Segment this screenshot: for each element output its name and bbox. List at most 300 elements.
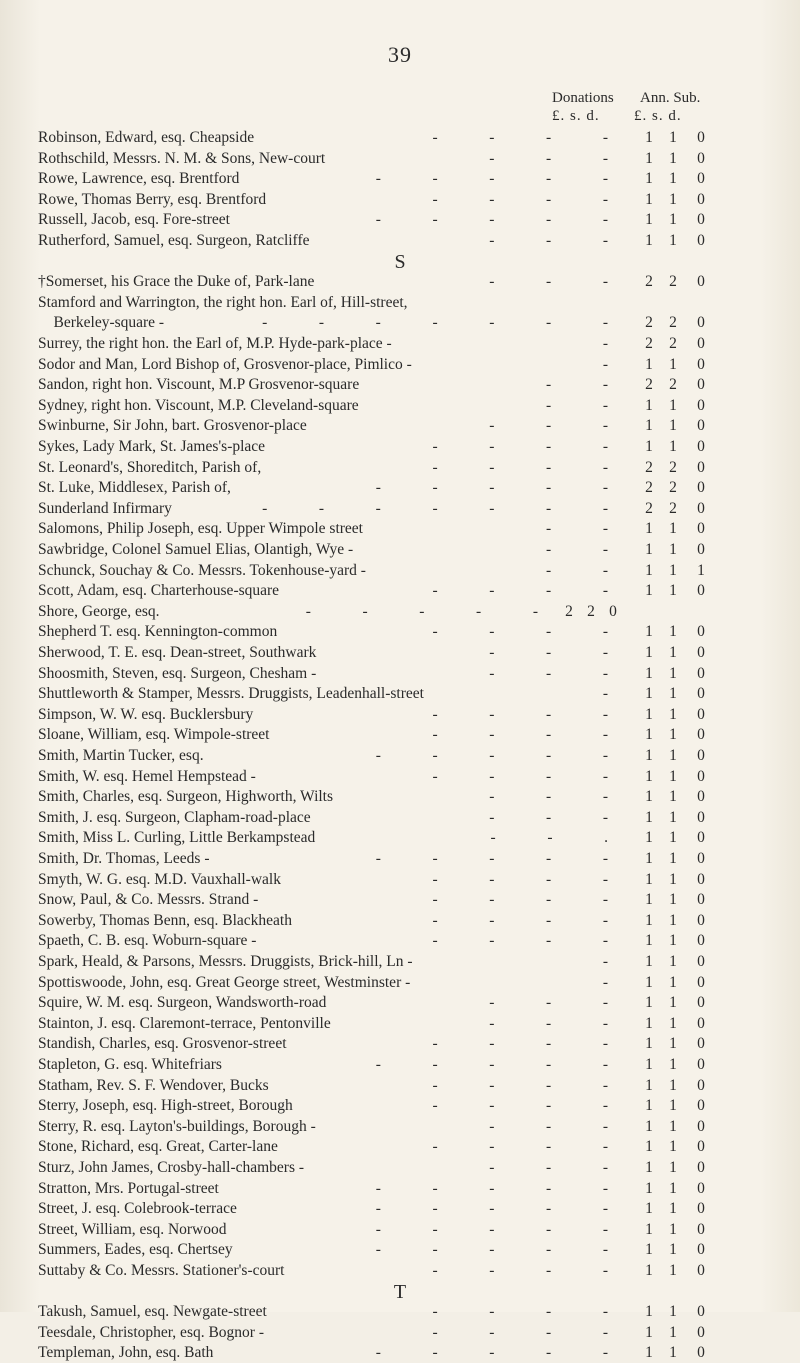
subscriber-name: Robinson, Edward, esq. Cheapside bbox=[38, 129, 255, 146]
annual-subscription-amount: 0 bbox=[697, 582, 705, 600]
leader-dashes: - - - - bbox=[432, 911, 618, 929]
subscriber-name: Smith, Charles, esq. Surgeon, Highworth, Wilts bbox=[38, 788, 334, 806]
annual-subscription-amount: 0 bbox=[697, 479, 705, 497]
annual-subscription-amount: 1 bbox=[645, 1303, 653, 1321]
annual-subscription-amount: 1 bbox=[669, 1097, 677, 1115]
leader-dashes: - - bbox=[546, 561, 618, 579]
donation-amount: 0 bbox=[609, 602, 617, 620]
donations-units: £. s. d. bbox=[552, 108, 600, 124]
list-item bbox=[38, 149, 758, 169]
leader-dashes: - - - - - bbox=[375, 1200, 618, 1218]
annual-subscription-amount: 1 bbox=[669, 788, 677, 806]
annual-subscription-amount: 1 bbox=[645, 1262, 653, 1279]
annual-subscription-amount: 2 bbox=[645, 458, 653, 476]
leader-dashes: - - - - bbox=[432, 190, 618, 208]
leader-dashes: - - - - bbox=[432, 623, 618, 641]
subscriber-name: Smith, Miss L. Curling, Little Berkampstead bbox=[38, 829, 316, 847]
leader-dashes: - - . bbox=[490, 829, 618, 847]
annual-subscription-amount: 2 bbox=[669, 314, 677, 332]
annual-subscription-amount: 2 bbox=[645, 376, 653, 394]
list-item bbox=[38, 313, 758, 333]
annual-subscription-amount: 1 bbox=[645, 1179, 653, 1197]
annual-subscription-amount: 1 bbox=[645, 561, 653, 579]
subscriber-name: Spaeth, C. B. esq. Woburn-square - bbox=[38, 932, 257, 950]
list-item bbox=[38, 849, 758, 869]
annual-subscription-amount: 1 bbox=[645, 1323, 653, 1341]
annual-subscription-amount: 0 bbox=[697, 685, 705, 703]
annual-subscription-amount: 1 bbox=[645, 1220, 653, 1238]
subscriber-name: St. Luke, Middlesex, Parish of, bbox=[38, 479, 231, 497]
annual-subscription-amount: 1 bbox=[645, 1241, 653, 1259]
subscriber-name: Sterry, Joseph, esq. High-street, Borough bbox=[38, 1097, 293, 1115]
annual-subscription-amount: 1 bbox=[645, 911, 653, 929]
leader-dashes: - - - - bbox=[432, 438, 618, 455]
list-item bbox=[38, 437, 758, 457]
annual-subscription-amount: 1 bbox=[645, 1159, 653, 1176]
annual-subscription-amount: 2 bbox=[669, 376, 677, 394]
list-item bbox=[38, 1055, 758, 1075]
ann-sub-header: Ann. Sub. bbox=[640, 90, 701, 106]
subscriber-name: St. Leonard's, Shoreditch, Parish of, bbox=[38, 458, 262, 476]
annual-subscription-amount: 0 bbox=[697, 520, 705, 538]
list-item bbox=[38, 128, 758, 148]
leader-dashes: - bbox=[602, 685, 618, 703]
annual-subscription-amount: 0 bbox=[697, 891, 705, 909]
list-item bbox=[38, 519, 758, 539]
annual-subscription-amount: 1 bbox=[645, 870, 653, 888]
leader-dashes: - - - - bbox=[432, 870, 618, 888]
leader-dashes: - - - bbox=[489, 417, 618, 435]
list-item bbox=[38, 643, 758, 663]
annual-subscription-amount: 0 bbox=[697, 396, 705, 414]
leader-dashes: - - - bbox=[489, 664, 618, 682]
annual-subscription-amount: 1 bbox=[669, 891, 677, 909]
annual-subscription-amount: 0 bbox=[697, 1056, 705, 1073]
annual-subscription-amount: 1 bbox=[645, 1056, 653, 1073]
annual-subscription-amount: 1 bbox=[669, 767, 677, 785]
annual-subscription-amount: 1 bbox=[645, 355, 653, 373]
leader-dashes: - - - - bbox=[432, 1262, 618, 1279]
list-item bbox=[38, 993, 758, 1013]
annual-subscription-amount: 1 bbox=[669, 1241, 677, 1259]
annual-subscription-amount: 1 bbox=[645, 1200, 653, 1218]
annual-subscription-amount: 1 bbox=[645, 705, 653, 723]
annual-subscription-amount: 0 bbox=[697, 1303, 705, 1321]
list-item bbox=[38, 561, 758, 581]
annual-subscription-amount: 1 bbox=[669, 850, 677, 867]
page-number: 39 bbox=[388, 42, 412, 67]
leader-dashes: - - - - - bbox=[305, 602, 548, 620]
annual-subscription-amount: 2 bbox=[645, 499, 653, 517]
annual-subscription-amount: 0 bbox=[697, 273, 705, 291]
section-letter: S bbox=[394, 250, 406, 273]
ann-units: £. s. d. bbox=[634, 108, 682, 124]
annual-subscription-amount: 1 bbox=[669, 582, 677, 600]
leader-dashes: - - - bbox=[489, 994, 618, 1012]
subscriber-name: Summers, Eades, esq. Chertsey bbox=[38, 1241, 233, 1259]
leader-dashes: - bbox=[602, 953, 618, 970]
annual-subscription-amount: 0 bbox=[697, 417, 705, 435]
list-item bbox=[38, 355, 758, 375]
annual-subscription-amount: 1 bbox=[645, 1344, 653, 1362]
subscriber-name: Statham, Rev. S. F. Wendover, Bucks bbox=[38, 1076, 269, 1094]
section-letter: T bbox=[393, 1280, 407, 1303]
list-item bbox=[38, 1014, 758, 1034]
subscriber-name: Takush, Samuel, esq. Newgate-street bbox=[38, 1303, 267, 1321]
annual-subscription-amount: 1 bbox=[645, 396, 653, 414]
list-item bbox=[38, 1137, 758, 1157]
annual-subscription-amount: 0 bbox=[697, 1200, 705, 1218]
annual-subscription-amount: 1 bbox=[669, 808, 677, 826]
leader-dashes: - - - - - bbox=[375, 1241, 618, 1259]
annual-subscription-amount: 1 bbox=[645, 644, 653, 661]
annual-subscription-amount: 1 bbox=[669, 417, 677, 435]
leader-dashes: - bbox=[602, 335, 618, 352]
annual-subscription-amount: 0 bbox=[697, 190, 705, 208]
subscriber-name: Shepherd T. esq. Kennington-common bbox=[38, 623, 278, 641]
annual-subscription-amount: 1 bbox=[645, 520, 653, 538]
subscriber-name: Standish, Charles, esq. Grosvenor-street bbox=[38, 1035, 287, 1053]
annual-subscription-amount: 0 bbox=[697, 1179, 705, 1197]
annual-subscription-amount: 0 bbox=[697, 1117, 705, 1135]
annual-subscription-amount: 0 bbox=[697, 705, 705, 723]
annual-subscription-amount: 1 bbox=[669, 953, 677, 970]
annual-subscription-amount: 0 bbox=[697, 314, 705, 332]
annual-subscription-amount: 2 bbox=[669, 335, 677, 352]
annual-subscription-amount: 1 bbox=[669, 685, 677, 703]
leader-dashes: - - - - bbox=[432, 726, 618, 744]
annual-subscription-amount: 1 bbox=[669, 747, 677, 764]
annual-subscription-amount: 0 bbox=[697, 1159, 705, 1176]
list-item bbox=[38, 931, 758, 951]
list-item bbox=[38, 705, 758, 725]
annual-subscription-amount: 0 bbox=[697, 664, 705, 682]
annual-subscription-amount: 1 bbox=[669, 561, 677, 579]
subscriber-name: Shuttleworth & Stamper, Messrs. Druggists, Leadenhall-street bbox=[38, 685, 424, 703]
subscriber-name: Sturz, John James, Crosby-hall-chambers - bbox=[38, 1159, 305, 1176]
annual-subscription-amount: 1 bbox=[669, 211, 677, 229]
leader-dashes: - - - bbox=[489, 808, 618, 826]
annual-subscription-amount: 0 bbox=[697, 1220, 705, 1238]
leader-dashes: - - bbox=[546, 520, 618, 538]
annual-subscription-amount: 1 bbox=[645, 232, 653, 249]
annual-subscription-amount: 2 bbox=[669, 273, 677, 291]
annual-subscription-amount: 0 bbox=[697, 747, 705, 764]
annual-subscription-amount: 1 bbox=[645, 664, 653, 682]
list-item bbox=[38, 1076, 758, 1096]
annual-subscription-amount: 1 bbox=[669, 644, 677, 661]
annual-subscription-amount: 1 bbox=[669, 664, 677, 682]
annual-subscription-amount: 1 bbox=[669, 973, 677, 991]
subscriber-name: Sandon, right hon. Viscount, M.P Grosvenor-square bbox=[38, 376, 360, 394]
annual-subscription-amount: 1 bbox=[669, 1076, 677, 1094]
annual-subscription-amount: 0 bbox=[697, 541, 705, 558]
list-item bbox=[38, 890, 758, 910]
subscriber-name: Rowe, Lawrence, esq. Brentford bbox=[38, 170, 240, 188]
leader-dashes: - - bbox=[546, 541, 618, 558]
annual-subscription-amount: 1 bbox=[645, 211, 653, 229]
annual-subscription-amount: 1 bbox=[645, 1097, 653, 1115]
annual-subscription-amount: 0 bbox=[697, 953, 705, 970]
annual-subscription-amount: 0 bbox=[697, 1035, 705, 1053]
leader-dashes: - - - - bbox=[432, 129, 618, 146]
annual-subscription-amount: 0 bbox=[697, 911, 705, 929]
annual-subscription-amount: 1 bbox=[645, 129, 653, 146]
annual-subscription-amount: 0 bbox=[697, 458, 705, 476]
annual-subscription-amount: 1 bbox=[645, 973, 653, 991]
leader-dashes: - bbox=[602, 355, 618, 373]
annual-subscription-amount: 2 bbox=[645, 479, 653, 497]
annual-subscription-amount: 1 bbox=[669, 726, 677, 744]
leader-dashes: - - - bbox=[489, 1014, 618, 1032]
annual-subscription-amount: 0 bbox=[697, 355, 705, 373]
annual-subscription-amount: 1 bbox=[669, 1014, 677, 1032]
subscriber-name: Sterry, R. esq. Layton's-buildings, Borough - bbox=[38, 1117, 316, 1135]
leader-dashes: - - - - bbox=[432, 1097, 618, 1115]
subscriber-name: Rowe, Thomas Berry, esq. Brentford bbox=[38, 190, 267, 208]
leader-dashes: - - bbox=[546, 396, 618, 414]
leader-dashes: - - - bbox=[489, 644, 618, 661]
annual-subscription-amount: 1 bbox=[645, 582, 653, 600]
subscriber-name: Salomons, Philip Joseph, esq. Upper Wimpole street bbox=[38, 520, 363, 538]
annual-subscription-amount: 0 bbox=[697, 767, 705, 785]
subscriber-name: Stamford and Warrington, the right hon. Earl of, Hill-street, bbox=[38, 293, 408, 311]
list-item bbox=[38, 1179, 758, 1199]
leader-dashes: - - - bbox=[489, 273, 618, 291]
subscriber-name: Simpson, W. W. esq. Bucklersbury bbox=[38, 705, 254, 723]
annual-subscription-amount: 2 bbox=[669, 479, 677, 497]
list-item bbox=[38, 190, 758, 210]
list-item bbox=[38, 787, 758, 807]
annual-subscription-amount: 1 bbox=[669, 1117, 677, 1135]
list-item bbox=[38, 973, 758, 993]
annual-subscription-amount: 0 bbox=[697, 829, 705, 847]
annual-subscription-amount: 1 bbox=[645, 788, 653, 806]
annual-subscription-amount: 1 bbox=[645, 170, 653, 188]
annual-subscription-amount: 1 bbox=[669, 870, 677, 888]
annual-subscription-amount: 1 bbox=[645, 438, 653, 455]
subscriber-name: Berkeley-square - bbox=[38, 314, 165, 332]
annual-subscription-amount: 0 bbox=[697, 788, 705, 806]
list-item bbox=[38, 540, 758, 560]
annual-subscription-amount: 1 bbox=[645, 1076, 653, 1094]
annual-subscription-amount: 1 bbox=[645, 1117, 653, 1135]
list-item bbox=[38, 334, 758, 354]
list-item bbox=[38, 478, 758, 498]
list-item bbox=[38, 1323, 758, 1343]
annual-subscription-amount: 0 bbox=[697, 1076, 705, 1094]
annual-subscription-amount: 0 bbox=[697, 1138, 705, 1156]
subscriber-name: Swinburne, Sir John, bart. Grosvenor-place bbox=[38, 417, 307, 435]
subscriber-name: Smith, W. esq. Hemel Hempstead - bbox=[38, 767, 256, 785]
annual-subscription-amount: 0 bbox=[697, 211, 705, 229]
donation-amount: 2 bbox=[587, 602, 595, 620]
list-item bbox=[38, 458, 758, 478]
list-item bbox=[38, 1096, 758, 1116]
annual-subscription-amount: 1 bbox=[669, 438, 677, 455]
annual-subscription-amount: 0 bbox=[697, 499, 705, 517]
list-item bbox=[38, 1034, 758, 1054]
leader-dashes: - - - - - bbox=[375, 1220, 618, 1238]
annual-subscription-amount: 1 bbox=[669, 170, 677, 188]
subscriber-name: Shoosmith, Steven, esq. Surgeon, Chesham - bbox=[38, 664, 317, 682]
list-item bbox=[38, 1158, 758, 1178]
annual-subscription-amount: 0 bbox=[697, 149, 705, 167]
list-item bbox=[38, 1302, 758, 1322]
list-item bbox=[38, 581, 758, 601]
annual-subscription-amount: 1 bbox=[669, 1220, 677, 1238]
list-item bbox=[38, 828, 758, 848]
list-item bbox=[38, 396, 758, 416]
annual-subscription-amount: 1 bbox=[669, 623, 677, 641]
annual-subscription-amount: 1 bbox=[669, 190, 677, 208]
list-item bbox=[38, 1199, 758, 1219]
annual-subscription-amount: 2 bbox=[645, 335, 653, 352]
subscriber-name: Sloane, William, esq. Wimpole-street bbox=[38, 726, 270, 744]
list-item bbox=[38, 808, 758, 828]
subscriber-name: Street, J. esq. Colebrook-terrace bbox=[38, 1200, 237, 1218]
subscriber-name: Rothschild, Messrs. N. M. & Sons, New-court bbox=[38, 149, 326, 167]
annual-subscription-amount: 0 bbox=[697, 1323, 705, 1341]
annual-subscription-amount: 1 bbox=[645, 1035, 653, 1053]
leader-dashes: - - bbox=[546, 376, 618, 394]
annual-subscription-amount: 1 bbox=[645, 850, 653, 867]
subscriber-name: Schunck, Souchay & Co. Messrs. Tokenhouse-yard - bbox=[38, 561, 366, 579]
annual-subscription-amount: 1 bbox=[669, 1262, 677, 1279]
list-item bbox=[38, 1117, 758, 1137]
leader-dashes: - - - - - - - bbox=[262, 314, 618, 332]
annual-subscription-amount: 1 bbox=[669, 1179, 677, 1197]
annual-subscription-amount: 1 bbox=[645, 808, 653, 826]
leader-dashes: - - - bbox=[489, 1159, 618, 1176]
annual-subscription-amount: 1 bbox=[669, 520, 677, 538]
annual-subscription-amount: 1 bbox=[669, 994, 677, 1012]
annual-subscription-amount: 1 bbox=[645, 685, 653, 703]
subscriber-name: Stratton, Mrs. Portugal-street bbox=[38, 1179, 219, 1197]
annual-subscription-amount: 1 bbox=[645, 190, 653, 208]
subscriber-name: Sunderland Infirmary bbox=[38, 499, 172, 517]
annual-subscription-amount: 0 bbox=[697, 129, 705, 146]
annual-subscription-amount: 1 bbox=[669, 1159, 677, 1176]
list-item bbox=[38, 1261, 758, 1281]
subscriber-name: Stainton, J. esq. Claremont-terrace, Pentonville bbox=[38, 1014, 331, 1032]
leader-dashes: - - - - bbox=[432, 458, 618, 476]
annual-subscription-amount: 0 bbox=[697, 335, 705, 352]
annual-subscription-amount: 1 bbox=[697, 561, 705, 579]
annual-subscription-amount: 0 bbox=[697, 726, 705, 744]
leader-dashes: - - - - - bbox=[375, 479, 618, 497]
annual-subscription-amount: 1 bbox=[645, 994, 653, 1012]
list-item bbox=[38, 272, 758, 292]
annual-subscription-amount: 0 bbox=[697, 1241, 705, 1259]
list-item bbox=[38, 293, 758, 313]
annual-subscription-amount: 0 bbox=[697, 438, 705, 455]
subscriber-name: Spottiswoode, John, esq. Great George street, Westminster - bbox=[38, 973, 411, 991]
annual-subscription-amount: 1 bbox=[669, 129, 677, 146]
annual-subscription-amount: 1 bbox=[669, 1138, 677, 1156]
leader-dashes: - - - - - bbox=[375, 170, 618, 188]
subscriber-name: Russell, Jacob, esq. Fore-street bbox=[38, 211, 230, 229]
annual-subscription-amount: 1 bbox=[645, 767, 653, 785]
subscriber-name: Shore, George, esq. bbox=[38, 602, 160, 620]
leader-dashes: - bbox=[602, 973, 618, 991]
donation-amount: 2 bbox=[565, 602, 573, 620]
subscriber-name: Rutherford, Samuel, esq. Surgeon, Ratcliffe bbox=[38, 232, 310, 249]
annual-subscription-amount: 1 bbox=[669, 149, 677, 167]
annual-subscription-amount: 1 bbox=[645, 829, 653, 847]
annual-subscription-amount: 0 bbox=[697, 932, 705, 950]
leader-dashes: - - - bbox=[489, 788, 618, 806]
list-item bbox=[38, 952, 758, 972]
subscriber-name: Scott, Adam, esq. Charterhouse-square bbox=[38, 582, 280, 600]
list-item bbox=[38, 664, 758, 684]
annual-subscription-amount: 0 bbox=[697, 623, 705, 641]
annual-subscription-amount: 1 bbox=[669, 1200, 677, 1218]
subscriber-name: †Somerset, his Grace the Duke of, Park-lane bbox=[38, 273, 315, 291]
leader-dashes: - - - - - bbox=[375, 1344, 618, 1362]
leader-dashes: - - - - - bbox=[375, 850, 618, 867]
subscriber-name: Sodor and Man, Lord Bishop of, Grosvenor-place, Pimlico - bbox=[38, 355, 412, 373]
annual-subscription-amount: 1 bbox=[669, 1323, 677, 1341]
leader-dashes: - - - - bbox=[432, 1138, 618, 1156]
leader-dashes: - - - - - - - bbox=[262, 499, 618, 517]
subscriber-name: Surrey, the right hon. the Earl of, M.P. Hyde-park-place - bbox=[38, 335, 392, 352]
annual-subscription-amount: 1 bbox=[669, 396, 677, 414]
annual-subscription-amount: 0 bbox=[697, 973, 705, 991]
subscriber-name: Smith, J. esq. Surgeon, Clapham-road-place bbox=[38, 808, 311, 826]
list-item bbox=[38, 1240, 758, 1260]
annual-subscription-amount: 2 bbox=[645, 273, 653, 291]
annual-subscription-amount: 0 bbox=[697, 850, 705, 867]
annual-subscription-amount: 2 bbox=[669, 458, 677, 476]
annual-subscription-amount: 1 bbox=[669, 1056, 677, 1073]
leader-dashes: - - - - bbox=[432, 705, 618, 723]
subscriber-name: Snow, Paul, & Co. Messrs. Strand - bbox=[38, 891, 259, 909]
subscriber-name: Stapleton, G. esq. Whitefriars bbox=[38, 1056, 222, 1073]
annual-subscription-amount: 1 bbox=[645, 623, 653, 641]
annual-subscription-amount: 0 bbox=[697, 1262, 705, 1279]
leader-dashes: - - - bbox=[489, 149, 618, 167]
annual-subscription-amount: 1 bbox=[645, 1014, 653, 1032]
subscriber-name: Smyth, W. G. esq. M.D. Vauxhall-walk bbox=[38, 870, 281, 888]
leader-dashes: - - - - bbox=[432, 1076, 618, 1094]
annual-subscription-amount: 0 bbox=[697, 808, 705, 826]
list-item bbox=[38, 499, 758, 519]
list-item bbox=[38, 231, 758, 251]
annual-subscription-amount: 0 bbox=[697, 870, 705, 888]
leader-dashes: - - - - bbox=[432, 1323, 618, 1341]
annual-subscription-amount: 0 bbox=[697, 644, 705, 661]
list-item bbox=[38, 767, 758, 787]
leader-dashes: - - - - bbox=[432, 1035, 618, 1053]
list-item bbox=[38, 210, 758, 230]
annual-subscription-amount: 1 bbox=[645, 541, 653, 558]
leader-dashes: - - - - - bbox=[375, 1056, 618, 1073]
annual-subscription-amount: 1 bbox=[669, 1344, 677, 1362]
subscriber-name: Teesdale, Christopher, esq. Bognor - bbox=[38, 1323, 265, 1341]
list-item bbox=[38, 684, 758, 704]
annual-subscription-amount: 2 bbox=[645, 314, 653, 332]
subscriber-name: Squire, W. M. esq. Surgeon, Wandsworth-road bbox=[38, 994, 327, 1012]
leader-dashes: - - - - bbox=[432, 932, 618, 950]
annual-subscription-amount: 1 bbox=[669, 829, 677, 847]
annual-subscription-amount: 0 bbox=[697, 1014, 705, 1032]
annual-subscription-amount: 1 bbox=[645, 891, 653, 909]
annual-subscription-amount: 1 bbox=[669, 911, 677, 929]
annual-subscription-amount: 1 bbox=[645, 953, 653, 970]
subscriber-name: Suttaby & Co. Messrs. Stationer's-court bbox=[38, 1262, 285, 1279]
subscriber-name: Stone, Richard, esq. Great, Carter-lane bbox=[38, 1138, 278, 1156]
